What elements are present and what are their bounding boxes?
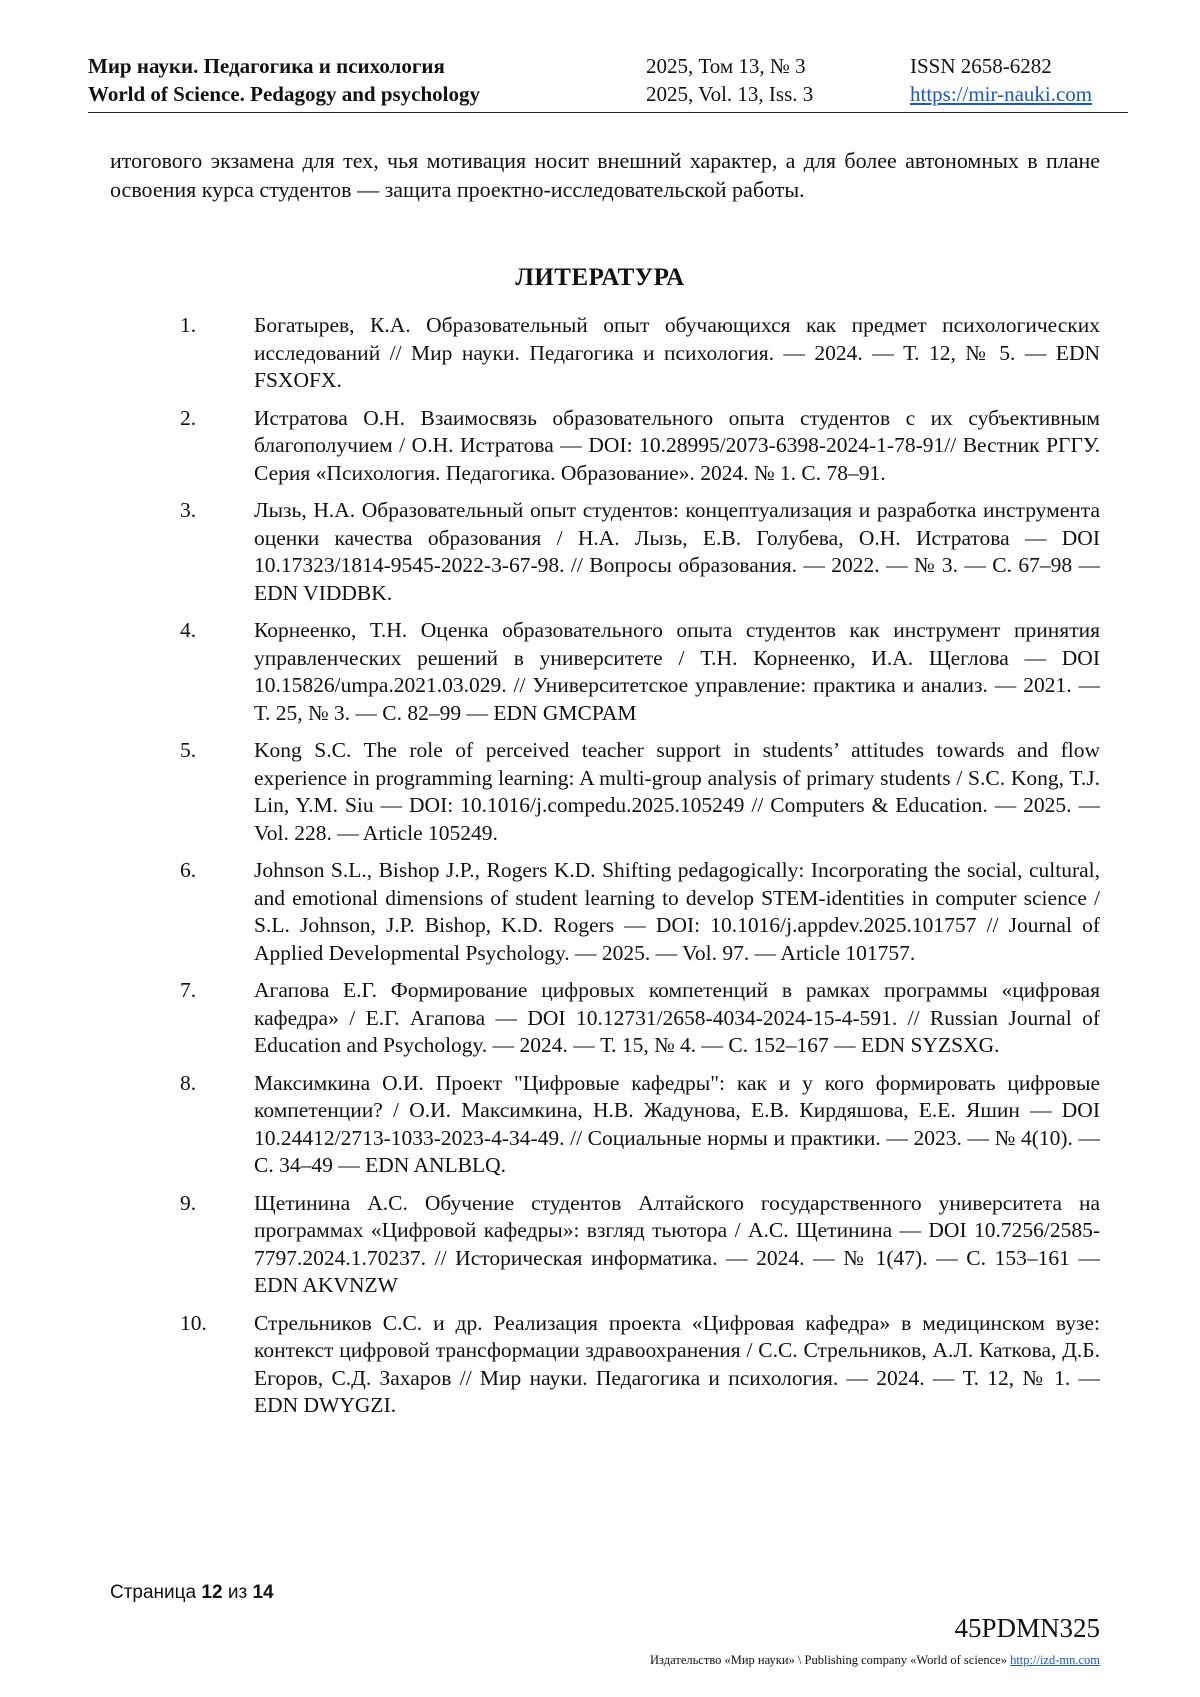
- reference-text: Лызь, Н.А. Образовательный опыт студентов: концептуализация и разработка инструмента оценки качества образования / Н.А. Лызь, Е.В. Голубева, О.Н. Истратова — DOI 10.17323/1814-9545-2022-3-67-98. // Вопросы образования. — 2022. — № 3. — С. 67–98 — EDN VIDDBK.: [254, 498, 1100, 605]
- reference-item: [0, 617, 1200, 727]
- page-counter: [110, 1582, 274, 1604]
- reference-text: Johnson S.L., Bishop J.P., Rogers K.D. Shifting pedagogically: Incorporating the social, cultural, and emotional dimensions of student learning to develop STEM-identities in computer science / S.L. Johnson, J.P. Bishop, K.D. Rogers — DOI: 10.1016/j.appdev.2025.101757 // Journal of Applied Developmental Psychology. — 2025. — Vol. 97. — Article 101757.: [254, 858, 1100, 965]
- reference-text: Kong S.C. The role of perceived teacher support in students’ attitudes towards and flow experience in programming learning: A multi-group analysis of primary students / S.C. Kong, T.J. Lin, Y.M. Siu — DOI: 10.1016/j.compedu.2025.105249 // Computers & Education. — 2025. — Vol. 228. — Article 105249.: [254, 738, 1100, 845]
- journal-title-ru: Мир науки. Педагогика и психология: [88, 54, 445, 78]
- publisher-text: Издательство «Мир науки» \ Publishing company «World of science»: [650, 1653, 1007, 1667]
- reference-item: [0, 737, 1200, 847]
- reference-text: Богатырев, К.А. Образовательный опыт обучающихся как предмет психологических исследований // Мир науки. Педагогика и психология. — 2024. — Т. 12, № 5. — EDN FSXOFX.: [254, 313, 1100, 392]
- references-list: [0, 312, 1200, 1430]
- page-total: 14: [252, 1582, 274, 1603]
- page-current: 12: [201, 1582, 223, 1603]
- reference-text: Щетинина А.С. Обучение студентов Алтайского государственного университета на программах «Цифровой кафедры»: взгляд тьютора / А.С. Щетинина — DOI 10.7256/2585-7797.2024.1.70237. // Историческая информатика. — 2024. — № 1(47). — С. 153–161 — EDN AKVNZW: [254, 1190, 1100, 1297]
- page-label: Страница: [110, 1582, 197, 1603]
- reference-text: Стрельников С.С. и др. Реализация проекта «Цифровая кафедра» в медицинском вузе: контекст цифровой трансформации здравоохранения / С.С. Стрельников, А.Л. Каткова, Д.Б. Егоров, С.Д. Захаров // Мир науки. Педагогика и психология. — 2024. — Т. 12, № 1. — EDN DWYGZI.: [254, 1310, 1100, 1417]
- article-code: 45PDMN325: [954, 1613, 1100, 1643]
- issn-block: [910, 52, 1092, 108]
- references-title: ЛИТЕРАТУРА: [515, 264, 685, 291]
- reference-item: [0, 977, 1200, 1060]
- reference-number: 6.: [180, 858, 197, 882]
- issue-info: [646, 52, 813, 108]
- reference-item: [0, 312, 1200, 395]
- reference-text: Истратова О.Н. Взаимосвязь образовательного опыта студентов с их субъективным благополучием / О.Н. Истратова — DOI: 10.28995/2073-6398-2024-1-78-91// Вестник РГГУ. Серия «Психология. Педагогика. Образование». 2024. № 1. С. 78–91.: [254, 405, 1100, 485]
- journal-title-en: World of Science. Pedagogy and psychology: [88, 82, 481, 106]
- reference-item: [0, 497, 1200, 607]
- journal-url-link[interactable]: https://mir-nauki.com: [910, 82, 1093, 106]
- reference-item: [0, 1070, 1200, 1180]
- publisher-link[interactable]: http://izd-mn.com: [1010, 1653, 1100, 1667]
- reference-number: 5.: [180, 738, 197, 762]
- reference-number: 3.: [180, 498, 197, 522]
- reference-item: [0, 1310, 1200, 1420]
- reference-text: Корнеенко, Т.Н. Оценка образовательного опыта студентов как инструмент принятия управленческих решений в университете / Т.Н. Корнеенко, И.А. Щеглова — DOI 10.15826/umpa.2021.03.029. // Университетское управление: практика и анализ. — 2021. — Т. 25, № 3. — С. 82–99 — EDN GMCPAM: [254, 618, 1100, 725]
- reference-number: 7.: [180, 978, 197, 1002]
- reference-text: Агапова Е.Г. Формирование цифровых компетенций в рамках программы «цифровая кафедра» / Е.Г. Агапова — DOI 10.12731/2658-4034-2024-15-4-591. // Russian Journal of Education and Psychology. — 2024. — Т. 15, № 4. — С. 152–167 — EDN SYZSXG.: [254, 978, 1100, 1057]
- reference-number: 10.: [180, 1310, 207, 1335]
- page-of: из: [227, 1582, 248, 1603]
- journal-title: [88, 52, 480, 108]
- page-header: [88, 52, 1128, 113]
- issn: ISSN 2658-6282: [910, 54, 1052, 78]
- reference-number: 9.: [180, 1190, 197, 1215]
- issue-en: 2025, Vol. 13, Iss. 3: [646, 82, 814, 106]
- intro-paragraph: итогового экзамена для тех, чья мотивация носит внешний характер, а для более автономных в плане освоения курса студентов — защита проектно-исследовательской работы.: [110, 148, 1100, 202]
- reference-item: [0, 405, 1200, 488]
- publisher-line: [650, 1653, 1100, 1668]
- reference-item: [0, 857, 1200, 967]
- reference-item: [0, 1190, 1200, 1300]
- reference-number: 8.: [180, 1070, 197, 1095]
- reference-text: Максимкина О.И. Проект "Цифровые кафедры": как и у кого формировать цифровые компетенции? / О.И. Максимкина, Н.В. Жадунова, Е.В. Кирдяшова, Е.Е. Яшин — DOI 10.24412/2713-1033-2023-4-34-49. // Социальные нормы и практики. — 2023. — № 4(10). — С. 34–49 — EDN ANLBLQ.: [254, 1070, 1100, 1177]
- reference-number: 2.: [180, 405, 197, 430]
- reference-number: 4.: [180, 618, 197, 642]
- reference-number: 1.: [180, 313, 197, 337]
- issue-ru: 2025, Том 13, № 3: [646, 54, 806, 78]
